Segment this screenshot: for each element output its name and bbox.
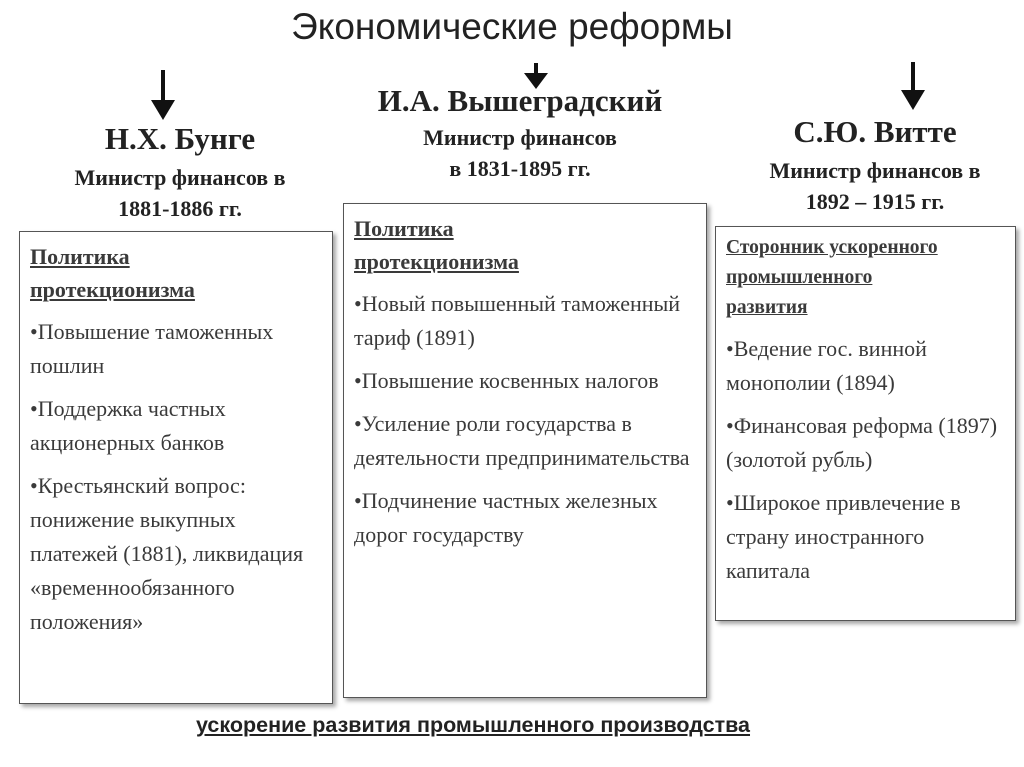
minister-name: Н.Х. Бунге bbox=[104, 121, 256, 156]
list-item: • Повышение косвенных налогов bbox=[354, 364, 696, 398]
minister-header-witte bbox=[725, 113, 1024, 217]
list-item: • Поддержка частных акционерных банков bbox=[30, 392, 322, 460]
list-item: • Крестьянский вопрос: понижение выкупных платежей (1881), ликвидация «временнообязанного положения» bbox=[30, 469, 322, 639]
minister-role: Министр финансов в bbox=[769, 158, 981, 183]
list-item: • Новый повышенный таможенный тариф (1891) bbox=[354, 287, 696, 355]
minister-years: в 1831-1895 гг. bbox=[449, 156, 591, 181]
minister-years: 1892 – 1915 гг. bbox=[805, 189, 945, 214]
policy-title: протекционизма bbox=[30, 277, 195, 302]
policy-title: Сторонник ускоренного bbox=[726, 237, 938, 258]
policy-list bbox=[726, 332, 1005, 588]
policy-title: развития bbox=[726, 297, 808, 318]
arrow-down-icon bbox=[901, 62, 925, 110]
policy-box-bunge bbox=[19, 231, 333, 704]
policy-box-vyshnegradsky bbox=[343, 203, 707, 698]
list-item: • Финансовая реформа (1897) (золотой рубль) bbox=[726, 409, 1005, 477]
list-item: • Ведение гос. винной монополии (1894) bbox=[726, 332, 1005, 400]
list-item: • Повышение таможенных пошлин bbox=[30, 315, 322, 383]
minister-years: 1881-1886 гг. bbox=[118, 196, 242, 221]
minister-header-bunge bbox=[30, 120, 330, 224]
minister-name: И.А. Вышеградский bbox=[377, 83, 663, 118]
policy-list bbox=[354, 287, 696, 552]
list-item: • Подчинение частных железных дорог государству bbox=[354, 484, 696, 552]
slide-title: Экономические реформы bbox=[291, 6, 733, 47]
policy-title: Политика bbox=[354, 216, 454, 241]
policy-title: протекционизма bbox=[354, 249, 519, 274]
policy-title: Политика bbox=[30, 244, 130, 269]
arrow-down-icon bbox=[151, 70, 175, 120]
minister-name: С.Ю. Витте bbox=[793, 114, 957, 149]
policy-box-witte bbox=[715, 226, 1016, 621]
policy-list bbox=[30, 315, 322, 639]
minister-role: Министр финансов bbox=[423, 125, 617, 150]
minister-header-vyshnegradsky bbox=[330, 82, 710, 184]
list-item: • Широкое привлечение в страну иностранного капитала bbox=[726, 486, 1005, 588]
list-item: • Усиление роли государства в деятельности предпринимательства bbox=[354, 407, 696, 475]
minister-role: Министр финансов в bbox=[74, 165, 286, 190]
policy-title: промышленного bbox=[726, 267, 873, 288]
summary-footer: ускорение развития промышленного производства bbox=[196, 713, 751, 737]
